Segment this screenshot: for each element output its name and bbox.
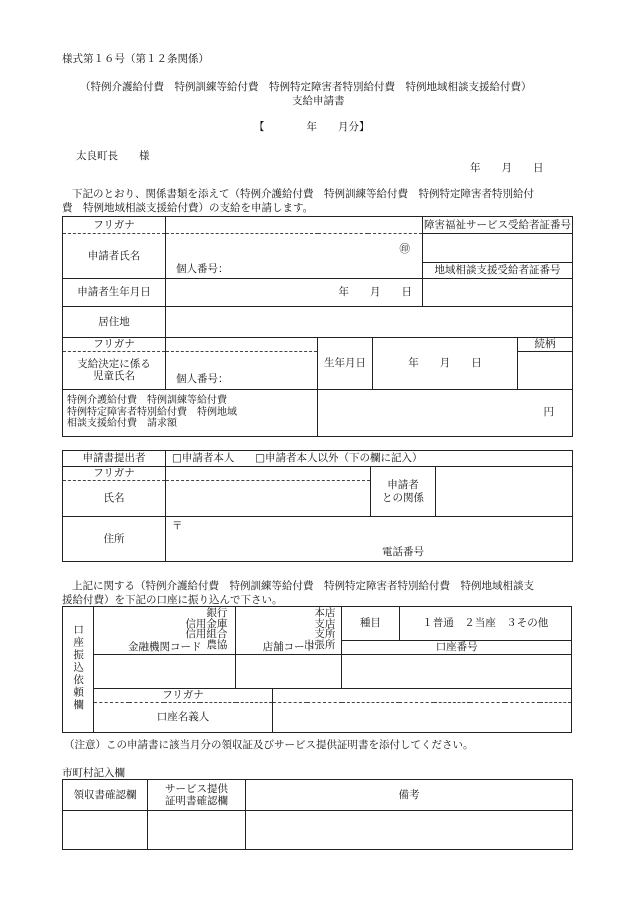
child-birthdate-label: 生年月日 (318, 337, 373, 389)
applicant-birthdate-input[interactable]: 年 月 日 (166, 279, 423, 307)
bank-table (62, 606, 572, 733)
child-name-label-line1: 支給決定に係る (77, 357, 151, 370)
account-type-label: 種目 (342, 607, 399, 641)
note-text: （注意）この申請書に該当月分の領収証及びサービス提供証明書を添付してください。 (64, 739, 474, 751)
submitter-relation-line1: 申請者 (387, 479, 419, 492)
child-birthdate-input[interactable]: 年 月 日 (373, 337, 518, 389)
account-holder-label: 口座名義人 (94, 703, 273, 733)
branch-type-main: 本店 (314, 607, 336, 619)
child-personal-number: 個人番号： (176, 373, 229, 385)
regional-cert-label: 地域相談支援受給者証番号 (423, 263, 573, 279)
form-title-line1: （特例介護給付費 特例訓練等給付費 特例特定障害者特別給付費 特例地域相談支援給付費） (80, 81, 532, 93)
account-holder-input[interactable] (272, 703, 571, 733)
holder-furigana-label: フリガナ (94, 689, 273, 703)
inst-type-shinkin: 信用金庫 (185, 617, 228, 630)
addressee: 太良町長 様 (76, 150, 150, 162)
branch-type-branch: 支店 (314, 617, 336, 630)
submitter-address-label: 住所 (63, 517, 166, 562)
remarks-input[interactable] (246, 811, 573, 850)
intro-text-line1: 下記のとおり、関係書類を添えて（特例介護給付費 特例訓練等給付費 特例特定障害者特別給付 (72, 188, 534, 200)
bank-intro-line1: 上記に関する（特例介護給付費 特例訓練等給付費 特例特定障害者特別給付費 特例地域相談支 (72, 580, 534, 592)
account-type-options[interactable]: １普通 ２当座 ３その他 (399, 607, 572, 641)
receipt-check-input[interactable] (63, 811, 148, 850)
submitter-address-input[interactable] (166, 517, 573, 562)
child-name-label-line2: 児童氏名 (93, 370, 135, 382)
claim-label-line3: 相談支援給付費 請求額 (67, 418, 177, 430)
option-applicant-self[interactable]: □申請者本人 (172, 452, 235, 465)
submitter-table (62, 450, 573, 562)
remarks-label: 備考 (246, 780, 573, 811)
child-table (62, 337, 573, 437)
inst-type-kumiai: 信用組合 (185, 628, 228, 640)
inst-type-nokyo: 農協 (206, 638, 228, 651)
branch-code-label: 店舗コード (236, 641, 342, 655)
bank-side-label (63, 607, 94, 733)
child-furigana-label: フリガナ (63, 337, 166, 351)
submitter-furigana-input[interactable] (166, 467, 371, 481)
service-check-label (148, 780, 246, 811)
submitter-name-label: 氏名 (63, 481, 166, 517)
applicant-furigana-input[interactable] (166, 217, 423, 234)
child-relation-label: 続柄 (518, 337, 573, 351)
applicant-birthdate-label: 申請者生年月日 (63, 279, 166, 307)
branch-type-agency: 出張所 (303, 638, 336, 651)
branch-type-office: 支所 (314, 628, 336, 640)
claim-label-line1: 特例介護給付費 特例訓練等給付費 (67, 395, 227, 407)
claim-label-line2: 特例特定障害者特別給付費 特例地域 (67, 406, 237, 418)
municipal-section-label: 市町村記入欄 (62, 767, 125, 779)
institution-code-grid[interactable] (94, 655, 236, 689)
period-field[interactable]: 【 年 月分】 (254, 121, 370, 133)
intro-text-line2: 費 特例地域相談支援給付費）の支給を申請します。 (62, 202, 314, 214)
municipal-table (62, 779, 573, 850)
claim-label (63, 389, 318, 436)
welfare-cert-label: 障害福祉サービス受給者証番号 (423, 217, 573, 234)
applicant-furigana-label: フリガナ (63, 217, 166, 234)
account-number-label: 口座番号 (342, 641, 572, 655)
account-number-grid[interactable] (342, 655, 572, 689)
bank-intro-line2: 援給付費）を下記の口座に振り込んで下さい。 (62, 594, 283, 606)
submitter-relation-input[interactable] (436, 467, 573, 517)
service-check-input[interactable] (148, 811, 246, 850)
inst-type-bank: 銀行 (206, 607, 228, 619)
receipt-check-label: 領収書確認欄 (63, 780, 148, 811)
child-relation-input[interactable] (518, 351, 573, 389)
child-name-input[interactable] (166, 351, 318, 389)
bank-side-label-text: 口座振込依頼欄 (72, 624, 85, 712)
submitter-options (166, 451, 573, 467)
branch-code-grid[interactable] (236, 655, 342, 689)
phone-label: 電話番号 (382, 545, 424, 558)
service-check-line1: サービス提供 (165, 782, 228, 795)
submitter-relation-line2: との関係 (382, 491, 424, 504)
submitter-label: 申請書提出者 (63, 451, 166, 467)
institution-code-label: 金融機関コード (94, 641, 236, 655)
applicant-personal-number: 個人番号： (176, 262, 229, 275)
submitter-furigana-label: フリガナ (63, 467, 166, 481)
applicant-table (62, 216, 573, 338)
child-furigana-input[interactable] (166, 337, 318, 351)
regional-cert-number-grid[interactable] (423, 279, 573, 307)
submitter-name-input[interactable] (166, 481, 371, 517)
submitter-relation-label (371, 467, 436, 517)
service-check-line2: 証明書確認欄 (165, 795, 228, 807)
residence-input[interactable] (166, 307, 573, 338)
child-name-label (63, 351, 166, 389)
claim-amount-input[interactable]: 円 (318, 389, 573, 436)
form-title-line2: 支給申請書 (292, 95, 345, 107)
applicant-name-input[interactable] (166, 234, 423, 279)
seal-mark: ㊞ (399, 243, 411, 255)
postal-mark: 〒 (172, 520, 183, 532)
welfare-cert-number-grid[interactable] (423, 234, 573, 263)
option-applicant-other[interactable]: □申請者本人以外（下の欄に記入） (255, 452, 423, 465)
form-number: 様式第１６号（第１２条関係） (62, 53, 209, 65)
residence-label: 居住地 (63, 307, 166, 338)
applicant-name-label: 申請者氏名 (63, 234, 166, 279)
application-date[interactable]: 年 月 日 (470, 162, 544, 174)
holder-furigana-input[interactable] (272, 689, 571, 703)
